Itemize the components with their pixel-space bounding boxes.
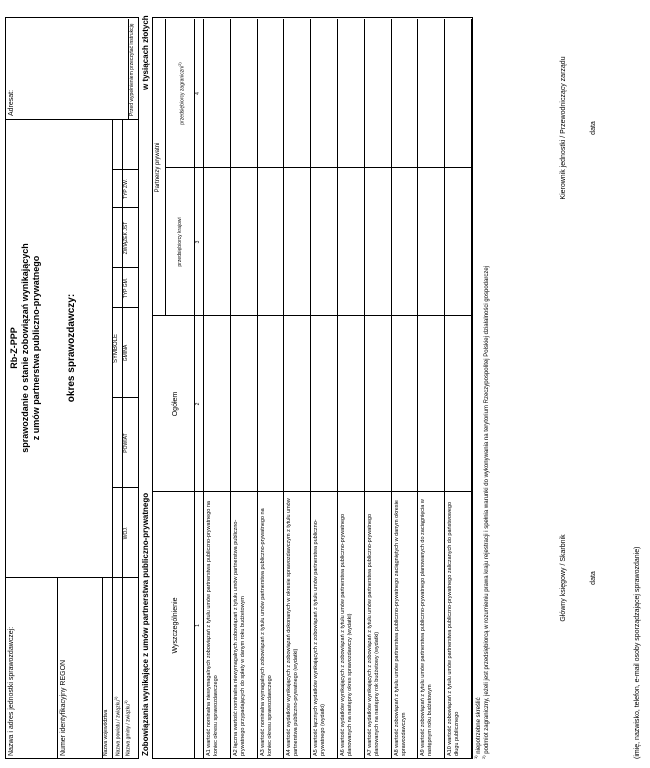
- col-foreign-header: przedsiębiorcy zagraniczni$^{2)}$: [177, 62, 186, 125]
- cell-a6-foreign[interactable]: [338, 20, 363, 167]
- cell-a8-total[interactable]: [392, 317, 417, 491]
- row-description: wartość zobowiązań z tytułu umów partnerstwa publiczno-prywatnego planowanych do zaciągnięcia w następnym roku budżetowym: [420, 499, 434, 756]
- row-description: wartość łącznych wydatków wynikających z zobowiązań z tytułu umów partnerstwa publiczno-prywatnego (wydatki): [313, 519, 327, 756]
- table-row-a5: [313, 498, 327, 756]
- col-desc-header: Wyszczególnienie: [172, 597, 179, 654]
- footnote-1: $^{1)}$ niepotrzebne skreślić: [473, 697, 482, 759]
- col-num-1: 1: [195, 624, 201, 627]
- form-title-line2: z umów partnerstwa publiczno-prywatnego: [31, 255, 41, 441]
- cell-a4-foreign[interactable]: [284, 20, 309, 167]
- col-num-2: 2: [195, 402, 201, 406]
- cell-a7-domestic[interactable]: [365, 169, 390, 315]
- symbol-col-typ-gm: TYP GM.: [123, 277, 129, 299]
- cell-a7-total[interactable]: [365, 317, 390, 491]
- preparer-info-label: (imię, nazwisko, telefon, e-mail osoby sporządzającej sprawozdanie): [634, 546, 641, 759]
- symbol-col-zwiazek: ZWIĄZEK JST: [123, 221, 129, 255]
- col-domestic-header: przedsiębiorcy krajowi: [177, 217, 183, 267]
- symbols-header: SYMBOLE: [113, 334, 119, 364]
- row-code: A4: [286, 749, 293, 756]
- municipality-label: Nazwa gminy / związku$^{1)}$: [123, 700, 132, 756]
- cell-a2-foreign[interactable]: [231, 20, 256, 167]
- row-code: A7: [366, 749, 373, 756]
- symbol-col-gmina: GMINA: [123, 344, 129, 362]
- row-code: A3: [259, 749, 266, 756]
- table-row-a8: [394, 498, 408, 756]
- cell-a3-domestic[interactable]: [258, 169, 283, 315]
- section-title: Zobowiązania wynikające z umów partnerstwa publiczno-prywatnego: [141, 492, 150, 756]
- cell-a1-foreign[interactable]: [204, 20, 229, 167]
- table-row-a6: [340, 498, 354, 756]
- table-row-a1: [206, 498, 220, 756]
- row-code: A9: [420, 749, 427, 756]
- period-label: okres sprawozdawczy:: [66, 293, 77, 403]
- row-description: wartość nominalna niewymagalnych zobowiązań z tytułu umów partnerstwa publiczno-prywatnego na koniec okresu sprawozdawczego: [206, 501, 219, 756]
- symbol-col-typ-zw: TYP ZW.: [123, 179, 129, 199]
- cell-a2-total[interactable]: [231, 317, 256, 491]
- row-description: wartość zobowiązań z tytułu umów partnerstwa publiczno-prywatnego zaliczanych do państwowego długu publicznego: [447, 501, 461, 756]
- cell-a3-foreign[interactable]: [258, 20, 283, 167]
- accountant-signature-label: Główny księgowy / Skarbnik: [560, 534, 567, 622]
- cell-a1-total[interactable]: [204, 317, 229, 491]
- row-code: A6: [340, 749, 346, 756]
- symbol-col-powiat: POWIAT: [123, 433, 129, 453]
- table-row-a10: [447, 498, 461, 756]
- row-code: A10: [447, 746, 454, 756]
- table-row-a7: [367, 498, 381, 756]
- cell-a10-total[interactable]: [445, 317, 470, 491]
- cell-a9-domestic[interactable]: [418, 169, 443, 315]
- cell-a8-foreign[interactable]: [392, 20, 417, 167]
- symbol-col-woj: WOJ.: [123, 526, 129, 540]
- row-code: A5: [313, 749, 320, 756]
- col-num-4: 4: [195, 92, 201, 95]
- head-date-label: data: [590, 121, 597, 135]
- table-row-a2: [233, 498, 247, 756]
- voivodeship-label: Nazwa województwa: [103, 709, 109, 756]
- form-code: Rb-Z-PPP: [9, 327, 19, 369]
- addressee-label: Adresat:: [8, 89, 15, 116]
- cell-a5-total[interactable]: [311, 317, 336, 491]
- row-description: wartość nominalna wymagalnych zobowiązań z tytułu umów partnerstwa publiczno-prywatnego na koniec okresu sprawozdawczego: [259, 508, 273, 756]
- cell-a9-foreign[interactable]: [418, 20, 443, 167]
- row-description: łączna wartość nominalna niewymagalnych zobowiązań z tytułu umów partnerstwa publiczno-prywatnego przypadających do spłaty w danym roku budżetowym: [232, 519, 246, 756]
- cell-a7-foreign[interactable]: [365, 20, 390, 167]
- cell-a1-domestic[interactable]: [204, 169, 229, 315]
- row-code: A8: [393, 749, 400, 756]
- head-signature-label: Kierownik jednostki / Przewodniczący zarządu: [560, 56, 567, 200]
- row-description: wartość wydatków wynikających z zobowiązań dokonanych w okresie sprawozdawczym z tytułu umów partnerstwa publiczno-prywatnego (wydatki): [286, 498, 300, 756]
- row-description: wartość zobowiązań z tytułu umów partnerstwa publiczno-prywatnego zaciągniętych w danym okresie sprawozdawczym: [393, 500, 407, 756]
- county-label: Nazwa powiatu / związku$^{1)}$: [113, 696, 122, 756]
- units-label: w tysiącach złotych: [141, 15, 150, 90]
- col-partners-header: Partnerzy prywatni: [155, 142, 161, 193]
- cell-a9-total[interactable]: [418, 317, 443, 491]
- cell-a8-domestic[interactable]: [392, 169, 417, 315]
- cell-a5-foreign[interactable]: [311, 20, 336, 167]
- instruction-note: Przed wypełnieniem przeczytać instrukcję: [129, 23, 135, 116]
- cell-a3-total[interactable]: [258, 317, 283, 491]
- footnote-2: $^{2)}$ podmiot zagraniczny, jeżeli jest przedsiębiorcą w rozumieniu prawa kraju rejestracji i spełnia warunki do wykonywania na terytorium Rzeczypospolitej Polskiej działalności gospodarczej: [481, 265, 490, 759]
- cell-a5-domestic[interactable]: [311, 169, 336, 315]
- col-total-header: Ogółem: [172, 391, 179, 417]
- cell-a4-total[interactable]: [284, 317, 309, 491]
- unit-name-label: Nazwa i adres jednostki sprawozdawczej:: [8, 626, 15, 756]
- cell-a4-domestic[interactable]: [284, 169, 309, 315]
- table-row-a4: [286, 498, 300, 756]
- table-row-a9: [420, 498, 434, 756]
- regon-label: Numer identyfikacyjny REGON: [60, 659, 67, 756]
- row-description: wartość wydatków wynikających z zobowiązań z tytułu umów partnerstwa publiczno-prywatnego planowanych na następny okres sprawozdawczy (wydatki): [340, 513, 353, 756]
- cell-a6-domestic[interactable]: [338, 169, 363, 315]
- row-code: A2: [232, 749, 239, 756]
- cell-a10-foreign[interactable]: [445, 20, 470, 167]
- cell-a6-total[interactable]: [338, 317, 363, 491]
- row-description: wartość wydatków wynikających z zobowiązań z tytułu umów partnerstwa publiczno-prywatnego planowanych na następny rok budżetowy (wydatki): [366, 513, 380, 756]
- cell-a10-domestic[interactable]: [445, 169, 470, 315]
- table-row-a3: [260, 498, 274, 756]
- row-code: A1: [206, 749, 212, 756]
- accountant-date-label: data: [590, 571, 597, 585]
- col-num-3: 3: [195, 240, 201, 244]
- cell-a2-domestic[interactable]: [231, 169, 256, 315]
- form-title-line1: sprawozdanie o stanie zobowiązań wynikających: [20, 243, 30, 453]
